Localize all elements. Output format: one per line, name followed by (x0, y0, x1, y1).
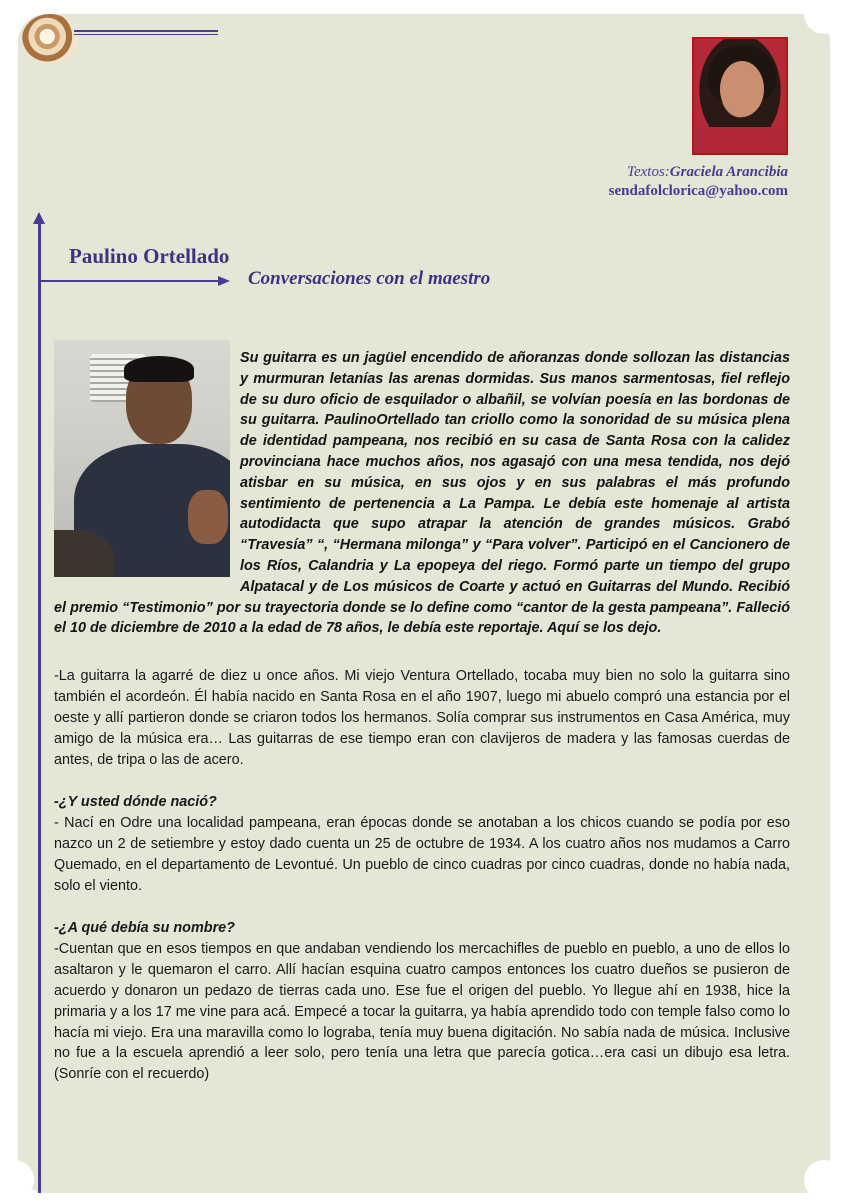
arrow-up-icon (33, 212, 45, 224)
author-email: sendafolclorica@yahoo.com (608, 183, 788, 199)
qa-block-1 (54, 792, 790, 897)
rose-ornament-icon (22, 14, 78, 64)
corner-notch (0, 1160, 34, 1200)
corner-notch (804, 1160, 844, 1200)
vertical-rule (38, 222, 41, 1193)
question-1: -¿Y usted dónde nació? (54, 794, 217, 810)
title-rule (38, 280, 220, 282)
arrow-right-icon (218, 276, 230, 286)
question-2: -¿A qué debía su nombre? (54, 920, 235, 936)
top-rule (74, 30, 218, 32)
intro-text: Su guitarra es un jagüel encendido de añoranzas donde sollozan las distancias y murmuran letanías las arenas dormidas. Sus manos sarmentosas, fiel reflejo de su duro oficio de esquilador o albañil, se volvían poesía en las bordonas de su guitarra. PaulinoOrtellado tan criollo como la sonoridad de su música plena de identidad pampeana, nos recibió en su casa de Santa Rosa con la calidez provinciana hace muchos años, nos agasajó con una mesa tendida, nos dejó atisbar en su música, en sus ojos y en sus palabras el más profundo sentimiento de pertenencia a La Pampa. Le debía este homenaje al artista autodidacta que supo atrapar la atención de grandes músicos. Grabó “Travesía” “, “Hermana milonga” y “Para volver”. Participó en el Cancionero de los Ríos, Calandria y La epopeya del riego. Formó parte un tiempo del grupo Alpatacal y de Los músicos de Coarte y actuó en Guitarras del Mundo. Recibió el premio “Testimonio” por su trayectoria donde se lo define como “cantor de la gesta pampeana”. Falleció el 10 de diciembre de 2010 a la edad de 78 años, le debía este reportaje. Aquí se los dejo. (54, 350, 790, 637)
author-portrait (692, 37, 788, 155)
top-rule (74, 34, 218, 35)
corner-notch (804, 0, 844, 34)
article-title: Paulino Ortellado (69, 244, 230, 268)
author-name: Graciela Arancibia (669, 164, 788, 180)
answer-2: -Cuentan que en esos tiempos en que andaban vendiendo los mercachifles de pueblo en pueblo, a uno de ellos lo asaltaron y le quemaron el carro. Allí hacían esquina cuatro campos entonces los cuatro dueños se pusieron de acuerdo y donaron un pedazo de tierras cada uno. Ese fue el origen del pueblo. Yo llegue ahí en 1938, hice la primaria y a los 17 me vine para acá. Empecé a tocar la guitarra, ya había aprendido todo con temple falso como lo hacía mi viejo. Era una maravilla como lo lograba, tenía muy buena digitación. No sabía nada de música. Inclusive no fue a la escuela aprendió a leer solo, pero tenía una letra que parecía gotica…era casi un dibujo esa letra. (Sonríe con el recuerdo) (54, 940, 790, 1083)
credit-label: Textos: (627, 164, 670, 180)
intro-paragraph (54, 348, 790, 639)
article-subtitle: Conversaciones con el maestro (248, 268, 491, 289)
paragraph-1: -La guitarra la agarré de diez u once años. Mi viejo Ventura Ortellado, tocaba muy bien no solo la guitarra sino también el acordeón. Él había nacido en Santa Rosa en el año 1907, luego mi abuelo compró una estancia por el oeste y allí partieron donde se criaron todos los hermanos. Solía comprar sus instrumentos en Casa América, muy amigo de la música era… Las guitarras de ese tiempo eran con clavijeros de madera y las famosas cuerdas de antes, de tripa o las de acero. (54, 668, 790, 768)
qa-block-2 (54, 918, 790, 1085)
answer-1: - Nací en Odre una localidad pampeana, eran épocas donde se anotaban a los chicos cuando se podía por eso nazco un 2 de setiembre y estoy dado cuenta un 25 de octubre de 1934. A los cuatro años nos mudamos a Carro Quemado, en el departamento de Levontué. Un pueblo de cinco cuadras por cinco cuadras, donde no había nada, solo el viento. (54, 814, 790, 894)
author-credit (609, 163, 788, 201)
